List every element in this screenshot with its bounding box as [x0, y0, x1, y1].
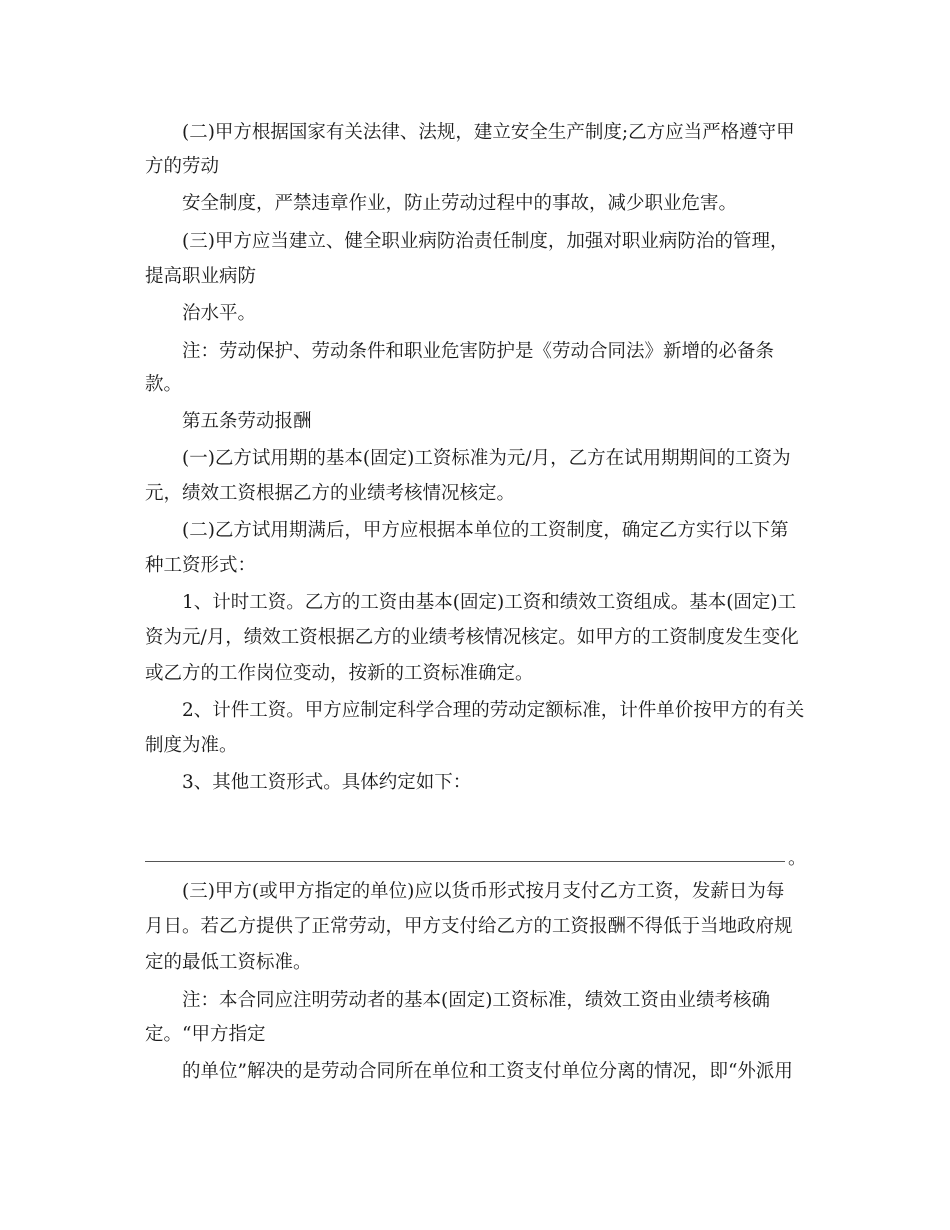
paragraph-line: 资为元/月，绩效工资根据乙方的业绩考核情况核定。如甲方的工资制度发生变化 [145, 627, 799, 648]
paragraph-line: (二)甲方根据国家有关法律、法规，建立安全生产制度;乙方应当严格遵守甲 [182, 122, 795, 143]
blank-line-period: 。 [788, 848, 807, 869]
note-line: 的单位”解决的是劳动合同所在单位和工资支付单位分离的情况，即“外派用 [182, 1061, 793, 1082]
paragraph-line: 安全制度，严禁违章作业，防止劳动过程中的事故，减少职业危害。 [182, 193, 738, 214]
paragraph-line: (三)甲方应当建立、健全职业病防治责任制度，加强对职业病防治的管理， [182, 231, 789, 252]
note-line: 注：劳动保护、劳动条件和职业危害防护是《劳动合同法》新增的必备条 [182, 341, 775, 362]
paragraph-line: 元，绩效工资根据乙方的业绩考核情况核定。 [145, 483, 516, 504]
fill-in-blank-line [145, 861, 785, 862]
paragraph-line: 2、计件工资。甲方应制定科学合理的劳动定额标准，计件单价按甲方的有关 [182, 700, 805, 721]
paragraph-line: 治水平。 [182, 303, 257, 324]
paragraph-line: 1、计时工资。乙方的工资由基本(固定)工资和绩效工资组成。基本(固定)工 [182, 592, 797, 613]
paragraph-line: 月日。若乙方提供了正常劳动，甲方支付给乙方的工资报酬不得低于当地政府规 [145, 916, 793, 937]
article-heading: 第五条劳动报酬 [182, 411, 312, 432]
paragraph-line: 3、其他工资形式。具体约定如下： [182, 772, 472, 793]
note-line: 款。 [145, 374, 183, 395]
paragraph-line: 或乙方的工作岗位变动，按新的工资标准确定。 [145, 663, 534, 684]
paragraph-line: (二)乙方试用期满后，甲方应根据本单位的工资制度，确定乙方实行以下第 [182, 520, 789, 541]
note-line: 注：本合同应注明劳动者的基本(固定)工资标准，绩效工资由业绩考核确 [182, 990, 770, 1011]
paragraph-line: (三)甲方(或甲方指定的单位)应以货币形式按月支付乙方工资，发薪日为每 [182, 881, 785, 902]
paragraph-line: 制度为准。 [145, 735, 238, 756]
paragraph-line: 提高职业病防 [145, 266, 257, 287]
paragraph-line: (一)乙方试用期的基本(固定)工资标准为元/月，乙方在试用期期间的工资为 [182, 448, 791, 469]
note-line: 定。“甲方指定 [145, 1024, 266, 1045]
paragraph-line: 方的劳动 [145, 156, 220, 177]
paragraph-line: 定的最低工资标准。 [145, 952, 312, 973]
paragraph-line: 种工资形式： [145, 555, 257, 576]
